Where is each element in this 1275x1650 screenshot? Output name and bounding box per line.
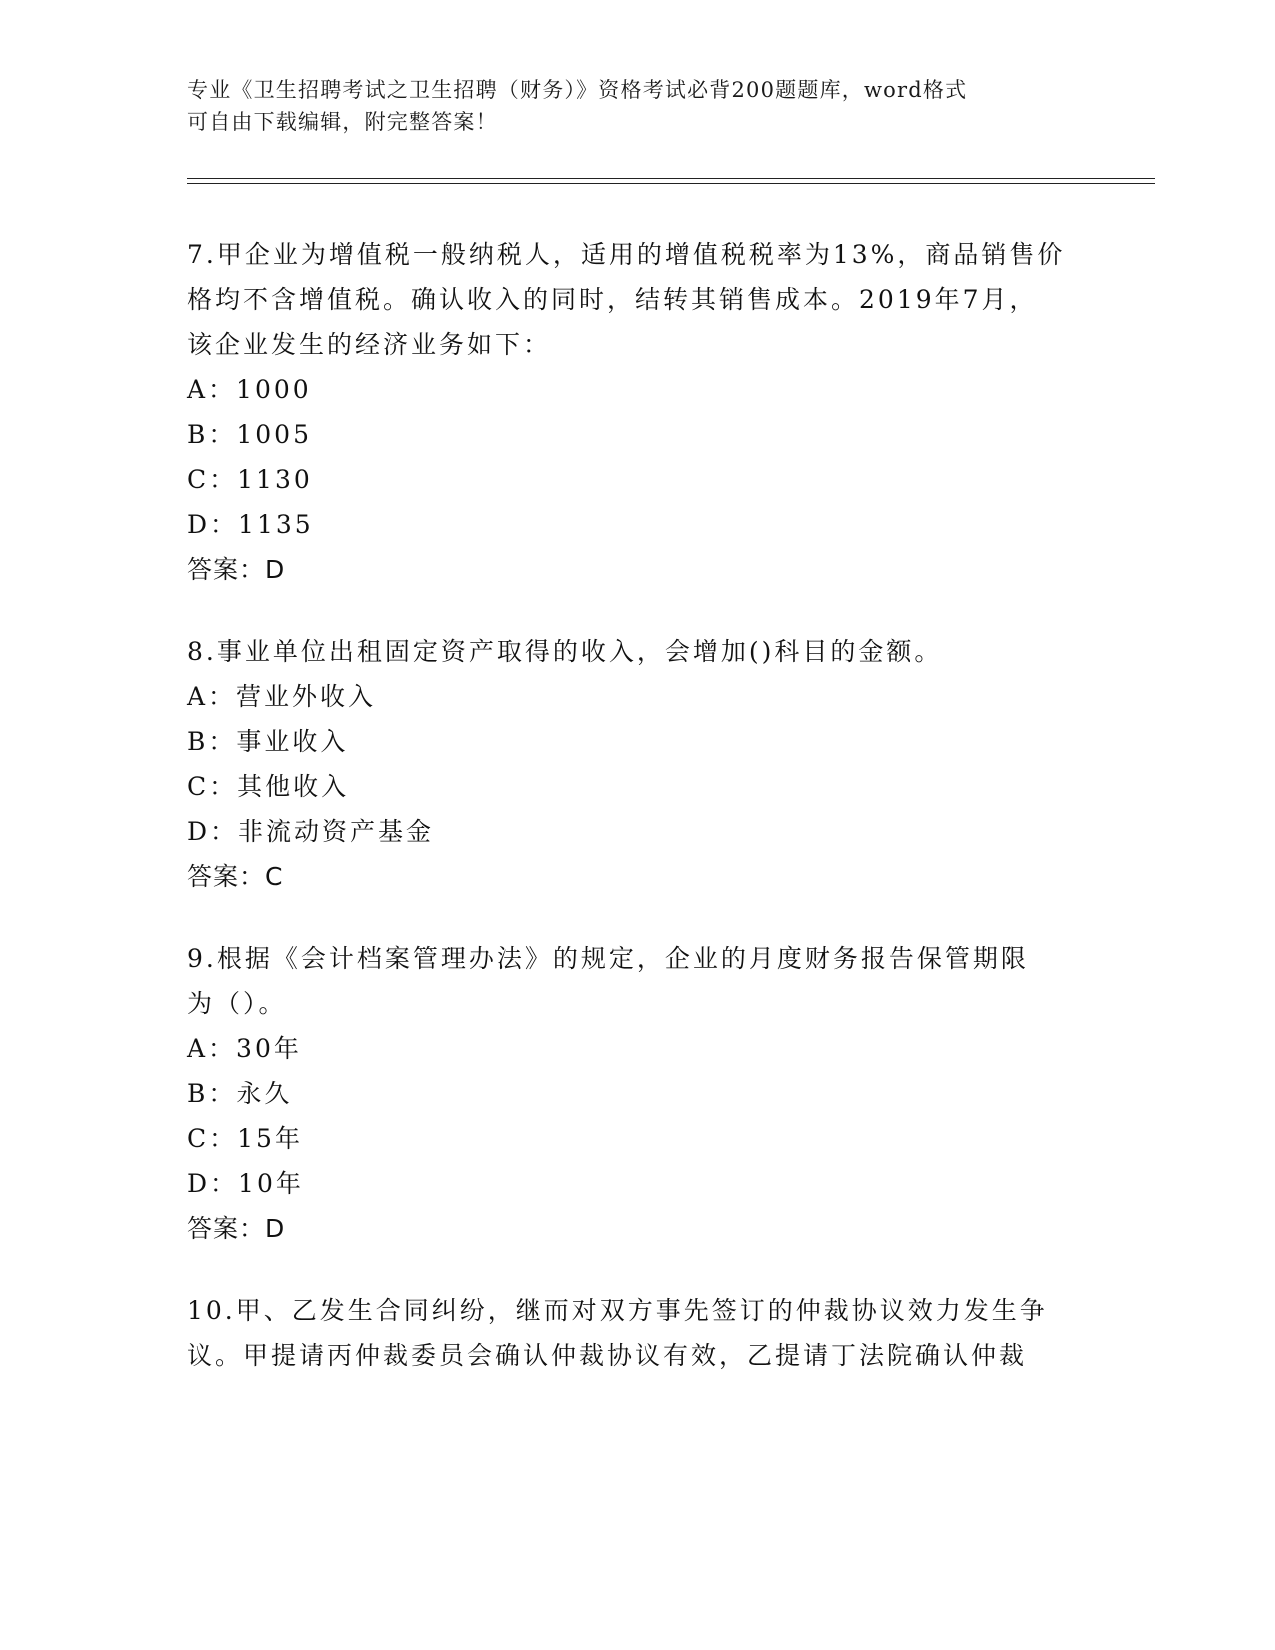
- question-stem-line: 议。甲提请丙仲裁委员会确认仲裁协议有效，乙提请丁法院确认仲裁: [187, 1341, 1028, 1370]
- option-c: C：其他收入: [187, 772, 350, 801]
- header-line-1: 专业《卫生招聘考试之卫生招聘（财务）》资格考试必背200题题库，word格式: [187, 78, 968, 102]
- question-8: [187, 629, 1087, 899]
- question-stem-line: 7.甲企业为增值税一般纳税人，适用的增值税税率为13%，商品销售价: [187, 240, 1066, 269]
- document-header: [187, 74, 1067, 138]
- question-7: [187, 232, 1087, 592]
- option-c: C：1130: [187, 465, 313, 494]
- option-d: D：非流动资产基金: [187, 817, 435, 846]
- header-double-rule: [187, 178, 1155, 184]
- answer-line: [187, 1206, 1087, 1251]
- question-stem-line: 10.甲、乙发生合同纠纷，继而对双方事先签订的仲裁协议效力发生争: [187, 1296, 1048, 1325]
- answer-line: [187, 547, 1087, 592]
- option-a: A：营业外收入: [187, 682, 377, 711]
- answer-value: D: [265, 1214, 286, 1243]
- question-10: [187, 1288, 1087, 1378]
- answer-value: D: [265, 555, 286, 584]
- question-stem-line: 格均不含增值税。确认收入的同时，结转其销售成本。2019年7月，: [187, 285, 1038, 314]
- option-d: D：1135: [187, 510, 314, 539]
- question-list: [187, 232, 1087, 1415]
- question-stem-line: 8.事业单位出租固定资产取得的收入，会增加()科目的金额。: [187, 637, 943, 666]
- answer-line: [187, 854, 1087, 899]
- question-stem-line: 为（）。: [187, 989, 287, 1018]
- option-b: B：事业收入: [187, 727, 349, 756]
- answer-label: 答案：: [187, 1214, 266, 1243]
- answer-value: C: [265, 862, 284, 891]
- question-stem-line: 9.根据《会计档案管理办法》的规定，企业的月度财务报告保管期限: [187, 944, 1029, 973]
- option-a: A：30年: [187, 1034, 302, 1063]
- question-stem-line: 该企业发生的经济业务如下：: [187, 330, 552, 359]
- answer-label: 答案：: [187, 862, 266, 891]
- header-line-2: 可自由下载编辑，附完整答案！: [187, 110, 498, 134]
- option-b: B：永久: [187, 1079, 293, 1108]
- question-9: [187, 936, 1087, 1251]
- option-a: A：1000: [187, 375, 312, 404]
- answer-label: 答案：: [187, 555, 266, 584]
- option-c: C：15年: [187, 1124, 303, 1153]
- option-b: B：1005: [187, 420, 312, 449]
- option-d: D：10年: [187, 1169, 304, 1198]
